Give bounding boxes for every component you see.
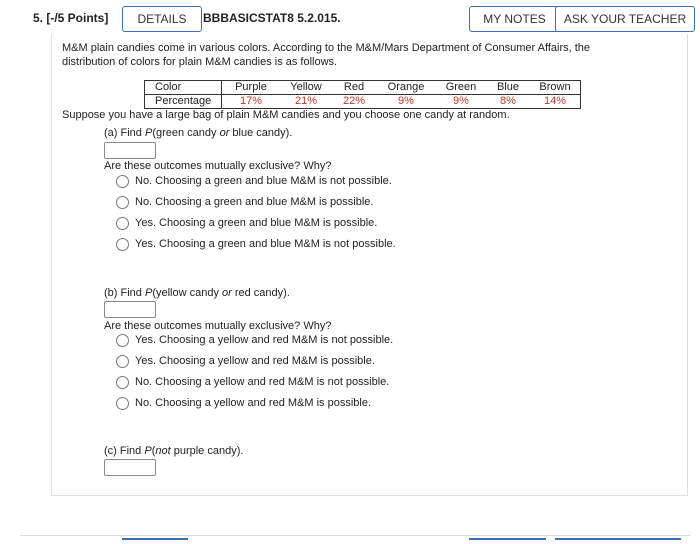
part-a-option-3-radio[interactable] [116, 217, 129, 230]
table-cell: 14% [543, 95, 567, 107]
my-notes-button[interactable]: MY NOTES [469, 6, 560, 32]
part-c-p: P [144, 445, 152, 457]
table-cell: Orange [376, 81, 436, 95]
part-a-option-1-radio[interactable] [116, 175, 129, 188]
next-my-notes-button-edge[interactable] [469, 538, 546, 544]
part-b-option-1-label[interactable]: Yes. Choosing a yellow and red M&M is not possible. [135, 334, 394, 346]
table-cell: Yellow [280, 81, 332, 95]
part-c-prefix: (c) Find [104, 445, 145, 457]
part-c-paren: ( [151, 445, 156, 457]
part-a-prefix: (a) Find [104, 127, 145, 139]
part-b-exclusive-question: Are these outcomes mutually exclusive? Why? [104, 320, 332, 332]
problem-code: BBBASICSTAT8 5.2.015. [203, 11, 341, 25]
table-row-colors [145, 81, 581, 95]
part-b-expression: (yellow candy [152, 287, 223, 299]
row-label-color: Color [145, 81, 222, 95]
part-c-not: not [155, 445, 171, 457]
part-b-option-3-radio[interactable] [116, 376, 129, 389]
part-c-suffix: purple candy). [170, 445, 244, 457]
part-b-option-2-label[interactable]: Yes. Choosing a yellow and red M&M is possible. [135, 355, 375, 367]
next-question-divider [20, 535, 690, 536]
part-a-expression: (green candy [152, 127, 220, 139]
table-cell: Purple [222, 81, 281, 95]
table-cell: 17% [239, 95, 263, 107]
ask-your-teacher-button[interactable]: ASK YOUR TEACHER [555, 6, 695, 32]
table-cell: 9% [453, 95, 469, 107]
part-a-suffix: blue candy). [229, 127, 293, 139]
part-a-or: or [219, 127, 230, 139]
row-label-percentage: Percentage [145, 95, 222, 109]
question-number: 5. [-/5 Points] [33, 11, 109, 25]
intro-line-2: distribution of colors for plain M&M candies is as follows. [62, 56, 338, 68]
next-ask-teacher-button-edge[interactable] [555, 538, 681, 544]
part-b-option-3-label[interactable]: No. Choosing a yellow and red M&M is not possible. [135, 376, 390, 388]
part-b-option-1-radio[interactable] [116, 334, 129, 347]
part-b-option-4-label[interactable]: No. Choosing a yellow and red M&M is possible. [135, 397, 372, 409]
table-cell: Green [436, 81, 486, 95]
question-header [0, 0, 700, 34]
part-a-option-4-label[interactable]: Yes. Choosing a green and blue M&M is not possible. [135, 238, 396, 250]
part-b-p: P [144, 287, 153, 299]
table-cell: Brown [530, 81, 581, 95]
part-c-answer-input[interactable] [104, 459, 156, 476]
part-b-prefix: (b) Find [104, 287, 145, 299]
part-a-option-2-radio[interactable] [116, 196, 129, 209]
part-a-prompt [104, 127, 292, 139]
part-b-option-2-radio[interactable] [116, 355, 129, 368]
part-a-option-1-label[interactable]: No. Choosing a green and blue M&M is not possible. [135, 175, 392, 187]
table-cell: 22% [342, 95, 366, 107]
part-a-option-4-radio[interactable] [116, 238, 129, 251]
part-b-answer-input[interactable] [104, 301, 156, 318]
table-cell: 9% [398, 95, 414, 107]
part-b-option-4-radio[interactable] [116, 397, 129, 410]
color-distribution-table [144, 80, 581, 109]
part-c-prompt [104, 445, 243, 457]
table-cell: 21% [294, 95, 318, 107]
details-button[interactable]: DETAILS [122, 6, 202, 32]
table-cell: Blue [486, 81, 530, 95]
table-cell: 8% [500, 95, 516, 107]
table-row-percentages [145, 95, 581, 109]
part-a-answer-input[interactable] [104, 142, 156, 159]
part-b-or: or [222, 287, 232, 299]
part-a-exclusive-question: Are these outcomes mutually exclusive? Why? [104, 160, 332, 172]
table-cell: Red [332, 81, 376, 95]
part-a-p: P [144, 127, 153, 139]
next-details-button-edge[interactable] [122, 538, 188, 544]
part-a-option-2-label[interactable]: No. Choosing a green and blue M&M is possible. [135, 196, 374, 208]
part-a-option-3-label[interactable]: Yes. Choosing a green and blue M&M is possible. [135, 217, 378, 229]
intro-line-1: M&M plain candies come in various colors. According to the M&M/Mars Department of Consumer Affairs, the [62, 42, 591, 54]
part-b-suffix: red candy). [231, 287, 290, 299]
part-b-prompt [104, 287, 290, 299]
scenario-text: Suppose you have a large bag of plain M&M candies and you choose one candy at random. [62, 109, 510, 121]
